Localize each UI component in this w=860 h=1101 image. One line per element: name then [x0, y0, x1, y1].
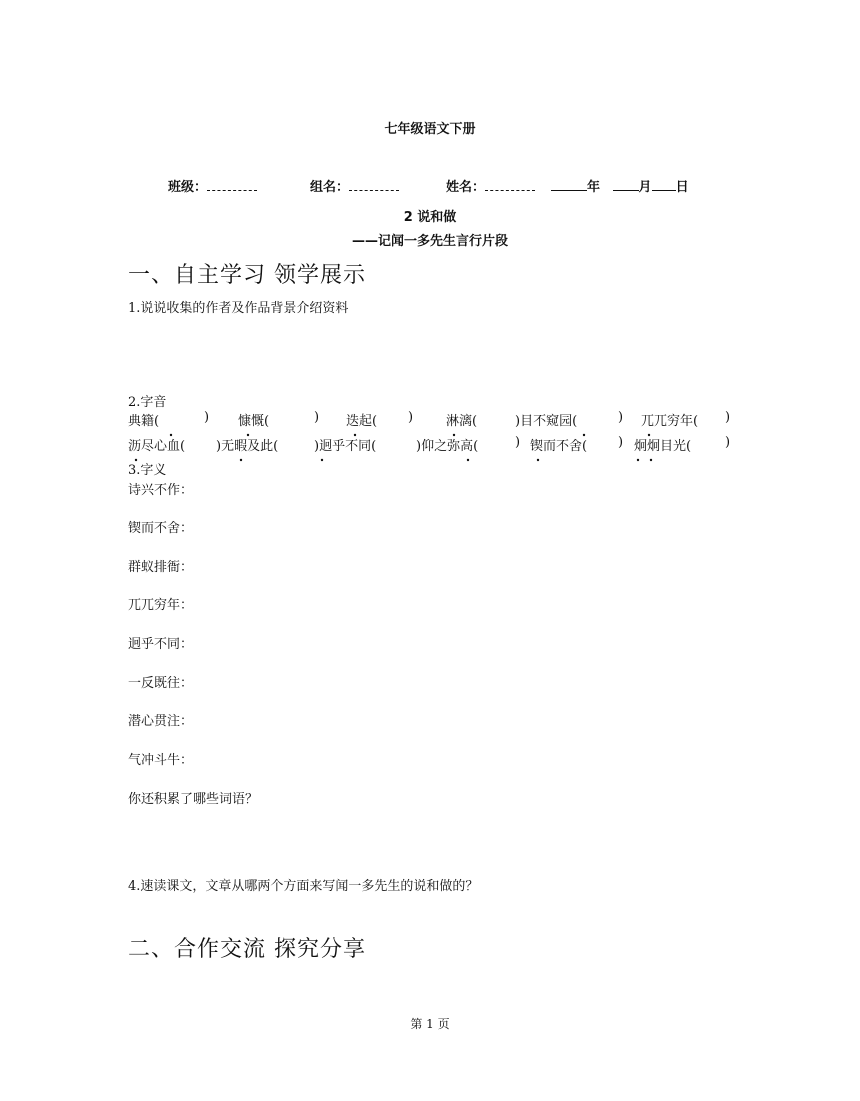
term-item: 迥乎不同：: [128, 637, 194, 652]
page-number: 第 1 页: [410, 1017, 450, 1031]
question-2-label: 2.字音: [128, 395, 167, 410]
word-dianji: 典籍(: [128, 414, 160, 429]
term-item: 兀兀穷年：: [128, 598, 194, 613]
class-field: [168, 176, 257, 195]
month-blank: [613, 179, 639, 191]
word-qierbushe: 锲而不舍(: [530, 439, 588, 454]
document-title: 七年级语文下册: [384, 122, 476, 137]
term-item: 群蚁排衙：: [128, 560, 194, 575]
month-label: 月: [638, 180, 652, 195]
lesson-title: 2 说和做: [403, 210, 457, 225]
group-blank: [349, 179, 399, 191]
word-linli: 淋漓(: [446, 414, 478, 429]
word-lijinxinxue: 沥尽心血(: [128, 439, 186, 454]
emphasis-dots-row-1: [128, 426, 748, 436]
paren-close: ): [618, 410, 624, 425]
paren-close: ): [204, 410, 210, 425]
term-item: 气冲斗牛：: [128, 753, 194, 768]
name-label: 姓名：: [446, 180, 486, 195]
day-label: 日: [675, 180, 689, 195]
term-item: 潜心贯注：: [128, 714, 194, 729]
emphasis-dots-svg: [128, 456, 748, 466]
group-label: 组名：: [310, 180, 350, 195]
name-field: [446, 176, 535, 195]
class-blank: [207, 179, 257, 191]
word-jionghubutong: )迥乎不同(: [314, 439, 377, 454]
term-item: 一反既往：: [128, 676, 194, 691]
year-blank: [551, 179, 587, 191]
word-kangkai: 慷慨(: [238, 414, 270, 429]
name-blank: [485, 179, 535, 191]
section1-heading: 一、自主学习 领学展示: [128, 263, 366, 288]
emphasis-dots-row-2: [128, 451, 748, 461]
word-yangzhimigao: )仰之弥高(: [416, 439, 479, 454]
class-label: 班级：: [168, 180, 208, 195]
day-blank: [652, 179, 676, 191]
paren-close: ): [725, 410, 731, 425]
word-wuwuqiongnian: 兀兀穷年(: [641, 414, 699, 429]
question-4: 4.速读课文，文章从哪两个方面来写闻一多先生的说和做的？: [128, 879, 479, 894]
term-item: 诗兴不作：: [128, 483, 194, 498]
lesson-subtitle: ——记闻一多先生言行片段: [351, 234, 508, 249]
date-field: [551, 176, 689, 195]
year-label: 年: [587, 180, 601, 195]
word-mubukuiyuan: )目不窥园(: [515, 414, 578, 429]
extra-vocabulary-prompt: 你还积累了哪些词语？: [128, 792, 259, 807]
question-1: 1.说说收集的作者及作品背景介绍资料: [128, 301, 349, 316]
question-3-label: 3.字义: [128, 463, 167, 478]
emphasis-dots-svg: [128, 431, 748, 441]
word-dieqi: 迭起(: [346, 414, 378, 429]
section2-heading: 二、合作交流 探究分享: [128, 937, 366, 962]
paren-close: ): [618, 435, 624, 450]
word-wuxiajici: )无暇及此(: [216, 439, 279, 454]
group-field: [310, 176, 399, 195]
paren-close: ): [725, 435, 731, 450]
term-item: 锲而不舍：: [128, 521, 194, 536]
word-jiongjiongmuguang: 炯炯目光(: [634, 439, 692, 454]
paren-close: ): [408, 410, 414, 425]
paren-close: ): [515, 435, 521, 450]
paren-close: ): [314, 410, 320, 425]
